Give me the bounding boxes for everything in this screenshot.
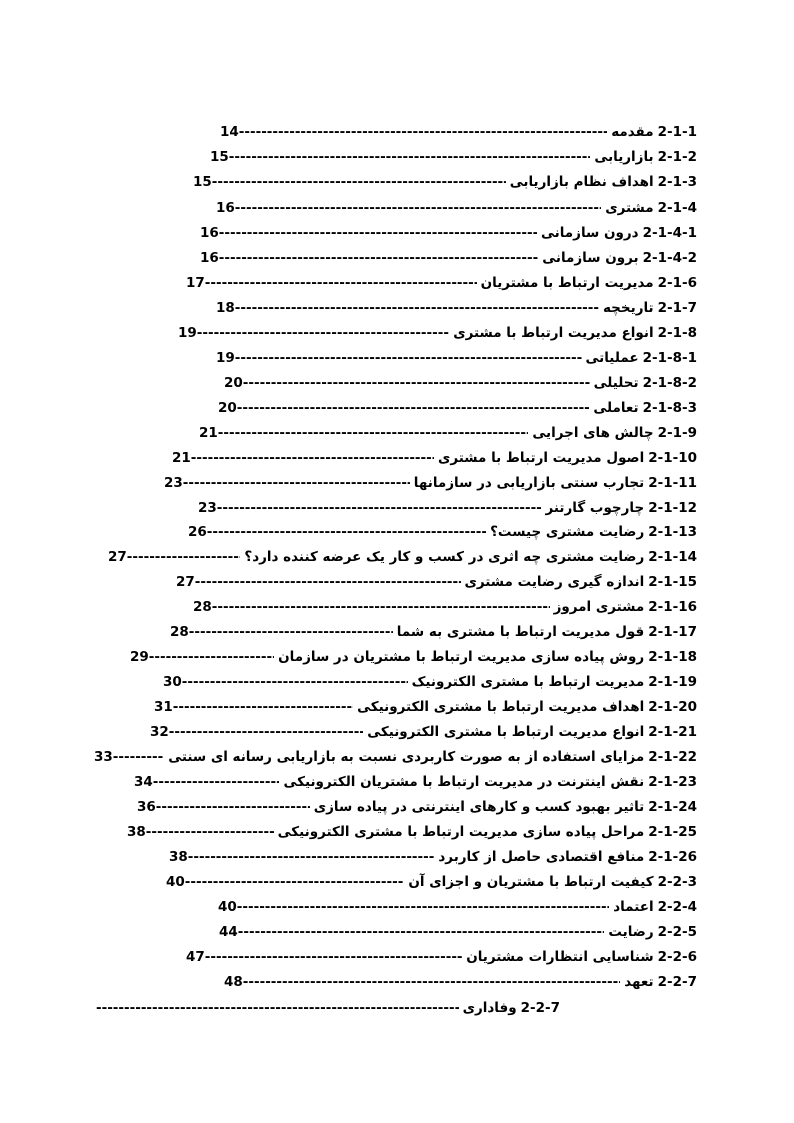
toc-section-number: 2-1-16	[648, 599, 697, 615]
toc-title: نقش اینترنت در مدیریت ارتباط با مشتریان الکترونیکی	[283, 774, 645, 790]
toc-section-number: 2-1-19	[648, 674, 697, 690]
toc-page-number: 28	[170, 624, 189, 640]
toc-entry	[210, 145, 697, 169]
toc-page-number: 38	[169, 849, 188, 865]
toc-entry	[216, 196, 697, 220]
toc-page-number: 20	[224, 375, 243, 391]
toc-section-number: 2-1-8-1	[642, 350, 697, 366]
toc-section-number: 2-1-17	[648, 624, 697, 640]
toc-page-number: 36	[137, 799, 156, 815]
toc-leader-dashes	[235, 346, 582, 370]
toc-title: مقدمه	[611, 124, 654, 140]
toc-title: اهداف نظام بازاریابی	[509, 174, 654, 190]
toc-leader-dashes	[149, 645, 274, 669]
toc-leader-dashes	[185, 870, 405, 894]
toc-title: مدیریت ارتباط با مشتریان	[480, 275, 654, 291]
toc-leader-dashes	[217, 496, 542, 520]
toc-entry	[127, 820, 697, 844]
toc-page-number: 21	[199, 425, 218, 441]
toc-section-number: 2-2-4	[657, 899, 697, 915]
toc-page-number: 15	[210, 149, 229, 165]
toc-section-number: 2-2-5	[657, 924, 697, 940]
toc-title: تاریخچه	[602, 300, 654, 316]
toc-section-number: 2-1-1	[657, 124, 697, 140]
toc-title: اندازه گیری رضایت مشتری	[464, 574, 645, 590]
toc-section-number: 2-1-24	[648, 799, 697, 815]
toc-leader-dashes	[173, 695, 353, 719]
toc-leader-dashes	[153, 770, 280, 794]
toc-section-number: 2-1-8	[657, 325, 697, 341]
toc-page-number: 28	[193, 599, 212, 615]
toc-title: انواع مدیریت ارتباط با مشتری الکترونیکی	[367, 724, 645, 740]
toc-section-number: 2-1-26	[648, 849, 697, 865]
toc-section-number: 2-2-6	[657, 949, 697, 965]
toc-page-number: 26	[188, 524, 207, 540]
toc-page-number: 16	[200, 225, 219, 241]
toc-section-number: 2-1-23	[648, 774, 697, 790]
toc-entry	[96, 996, 560, 1020]
toc-section-number: 2-1-14	[648, 549, 697, 565]
toc-entry	[200, 221, 697, 245]
toc-title: تعاملی	[593, 400, 639, 416]
toc-section-number: 2-1-4-1	[642, 225, 697, 241]
toc-entry	[164, 471, 697, 495]
toc-entry	[169, 845, 697, 869]
toc-title: روش پیاده سازی مدیریت ارتباط با مشتریان در سازمان	[278, 649, 645, 665]
toc-section-number: 2-1-12	[648, 500, 697, 516]
toc-page-number: 32	[150, 724, 169, 740]
toc-leader-dashes	[146, 820, 274, 844]
toc-page-number: 15	[193, 174, 212, 190]
toc-entry	[186, 945, 697, 969]
toc-entry	[176, 570, 697, 594]
toc-entry	[188, 520, 697, 544]
toc-title: تاثیر بهبود کسب و کارهای اینترنتی در پیاده سازی	[313, 799, 645, 815]
toc-leader-dashes	[205, 945, 462, 969]
toc-page-number: 34	[134, 774, 153, 790]
toc-title: قول مدیریت ارتباط با مشتری به شما	[396, 624, 645, 640]
toc-entry	[134, 770, 697, 794]
toc-leader-dashes	[195, 570, 461, 594]
toc-title: رضایت مشتری چه اثری در کسب و کار یک عرضه کننده دارد؟	[244, 549, 645, 565]
toc-page-number: 27	[108, 549, 127, 565]
toc-page-number: 33	[94, 749, 113, 765]
toc-leader-dashes	[218, 421, 529, 445]
toc-page-number: 20	[218, 400, 237, 416]
toc-leader-dashes	[212, 170, 506, 194]
toc-title: مدیریت ارتباط با مشتری الکترونیک	[411, 674, 645, 690]
toc-page-number: 21	[172, 450, 191, 466]
toc-entry	[198, 496, 697, 520]
toc-section-number: 2-1-10	[648, 450, 697, 466]
toc-entry	[200, 246, 697, 270]
toc-leader-dashes	[127, 545, 241, 569]
toc-section-number: 2-1-3	[657, 174, 697, 190]
toc-leader-dashes	[113, 745, 164, 769]
toc-title: تجارب سنتی بازاریابی در سازمانها	[413, 475, 645, 491]
toc-page-number: 16	[200, 250, 219, 266]
toc-section-number: 2-1-15	[648, 574, 697, 590]
toc-title: رضایت	[608, 924, 654, 940]
toc-entry	[163, 670, 697, 694]
toc-section-number: 2-1-6	[657, 275, 697, 291]
toc-title: بازاریابی	[594, 149, 654, 165]
toc-leader-dashes	[169, 720, 363, 744]
toc-leader-dashes	[212, 595, 550, 619]
toc-section-number: 2-1-9	[657, 425, 697, 441]
toc-section-number: 2-1-18	[648, 649, 697, 665]
toc-entry	[193, 170, 697, 194]
toc-leader-dashes	[243, 371, 590, 395]
toc-entry	[193, 595, 697, 619]
toc-leader-dashes	[182, 670, 408, 694]
toc-leader-dashes	[229, 145, 591, 169]
toc-title: برون سازمانی	[542, 250, 639, 266]
toc-page-number: 31	[154, 699, 173, 715]
toc-leader-dashes	[183, 471, 410, 495]
toc-leader-dashes	[237, 396, 590, 420]
toc-title: تعهد	[624, 974, 654, 990]
toc-title: کیفیت ارتباط با مشتریان و اجزای آن	[408, 874, 654, 890]
toc-section-number: 2-1-4	[657, 200, 697, 216]
toc-leader-dashes	[238, 920, 605, 944]
toc-section-number: 2-1-2	[657, 149, 697, 165]
toc-page-number: 44	[219, 924, 238, 940]
toc-page-number: 18	[216, 300, 235, 316]
toc-entry	[166, 870, 697, 894]
toc-page-number: 47	[186, 949, 205, 965]
toc-page-number: 16	[216, 200, 235, 216]
toc-page-number: 17	[186, 275, 205, 291]
toc-leader-dashes	[197, 321, 449, 345]
toc-page-number: 14	[220, 124, 239, 140]
toc-section-number: 2-1-8-3	[642, 400, 697, 416]
toc-leader-dashes	[156, 795, 310, 819]
toc-page-number: 38	[127, 824, 146, 840]
toc-title: چالش های اجرایی	[532, 425, 654, 441]
toc-leader-dashes	[189, 620, 393, 644]
toc-leader-dashes	[243, 970, 620, 994]
toc-entry	[220, 120, 697, 144]
toc-section-number: 2-1-25	[648, 824, 697, 840]
toc-leader-dashes	[191, 446, 434, 470]
toc-leader-dashes	[239, 120, 607, 144]
toc-page-number: 23	[198, 500, 217, 516]
toc-page-number: 27	[176, 574, 195, 590]
toc-title: وفاداری	[462, 1000, 517, 1016]
toc-leader-dashes	[237, 895, 609, 919]
toc-leader-dashes	[205, 271, 477, 295]
toc-entry	[94, 745, 697, 769]
toc-title: رضایت مشتری چیست؟	[490, 524, 645, 540]
toc-title: مراحل پیاده سازی مدیریت ارتباط با مشتری الکترونیکی	[277, 824, 645, 840]
toc-leader-dashes	[235, 296, 599, 320]
toc-section-number: 2-1-21	[648, 724, 697, 740]
toc-page-number: 19	[178, 325, 197, 341]
toc-section-number: 2-2-7	[520, 1000, 560, 1016]
toc-title: اعتماد	[613, 899, 654, 915]
toc-title: مشتری امروز	[553, 599, 645, 615]
toc-entry	[219, 920, 697, 944]
toc-page-number: 23	[164, 475, 183, 491]
toc-section-number: 2-1-4-2	[642, 250, 697, 266]
toc-entry	[224, 970, 697, 994]
toc-title: منافع اقتصادی حاصل از کاربرد	[438, 849, 645, 865]
toc-entry	[224, 371, 697, 395]
toc-entry	[186, 271, 697, 295]
toc-title: شناسایی انتظارات مشتریان	[466, 949, 654, 965]
toc-title: عملیاتی	[585, 350, 639, 366]
toc-title: درون سازمانی	[541, 225, 639, 241]
toc-page-number: 19	[216, 350, 235, 366]
toc-page-number: 30	[163, 674, 182, 690]
toc-section-number: 2-1-7	[657, 300, 697, 316]
toc-page-number: 40	[218, 899, 237, 915]
toc-entry	[216, 346, 697, 370]
toc-entry	[170, 620, 697, 644]
toc-leader-dashes	[235, 196, 601, 220]
toc-entry	[108, 545, 697, 569]
toc-title: اصول مدیریت ارتباط با مشتری	[438, 450, 645, 466]
toc-leader-dashes	[219, 246, 538, 270]
toc-leader-dashes	[207, 520, 486, 544]
toc-section-number: 2-1-8-2	[642, 375, 697, 391]
toc-title: اهداف مدیریت ارتباط با مشتری الکترونیکی	[357, 699, 645, 715]
toc-section-number: 2-1-20	[648, 699, 697, 715]
toc-title: تحلیلی	[593, 375, 639, 391]
toc-entry	[154, 695, 697, 719]
toc-leader-dashes	[219, 221, 537, 245]
toc-title: مشتری	[605, 200, 654, 216]
toc-entry	[150, 720, 697, 744]
toc-title: چارچوب گارتنر	[545, 500, 645, 516]
toc-section-number: 2-2-7	[657, 974, 697, 990]
toc-title: مزایای استفاده از به صورت کاربردی نسبت به بازاریابی رسانه ای سنتی	[168, 749, 645, 765]
toc-leader-dashes	[188, 845, 435, 869]
toc-leader-dashes	[96, 996, 459, 1020]
toc-section-number: 2-1-22	[648, 749, 697, 765]
toc-section-number: 2-1-11	[648, 475, 697, 491]
toc-title: انواع مدیریت ارتباط با مشتری	[453, 325, 654, 341]
toc-page-number: 48	[224, 974, 243, 990]
toc-entry	[178, 321, 697, 345]
toc-page-number: 40	[166, 874, 185, 890]
toc-section-number: 2-1-13	[648, 524, 697, 540]
toc-entry	[137, 795, 697, 819]
toc-entry	[199, 421, 697, 445]
toc-page-number: 29	[130, 649, 149, 665]
toc-entry	[172, 446, 697, 470]
toc-section-number: 2-2-3	[657, 874, 697, 890]
toc-entry	[130, 645, 697, 669]
toc-entry	[218, 396, 697, 420]
toc-entry	[218, 895, 697, 919]
toc-entry	[216, 296, 697, 320]
